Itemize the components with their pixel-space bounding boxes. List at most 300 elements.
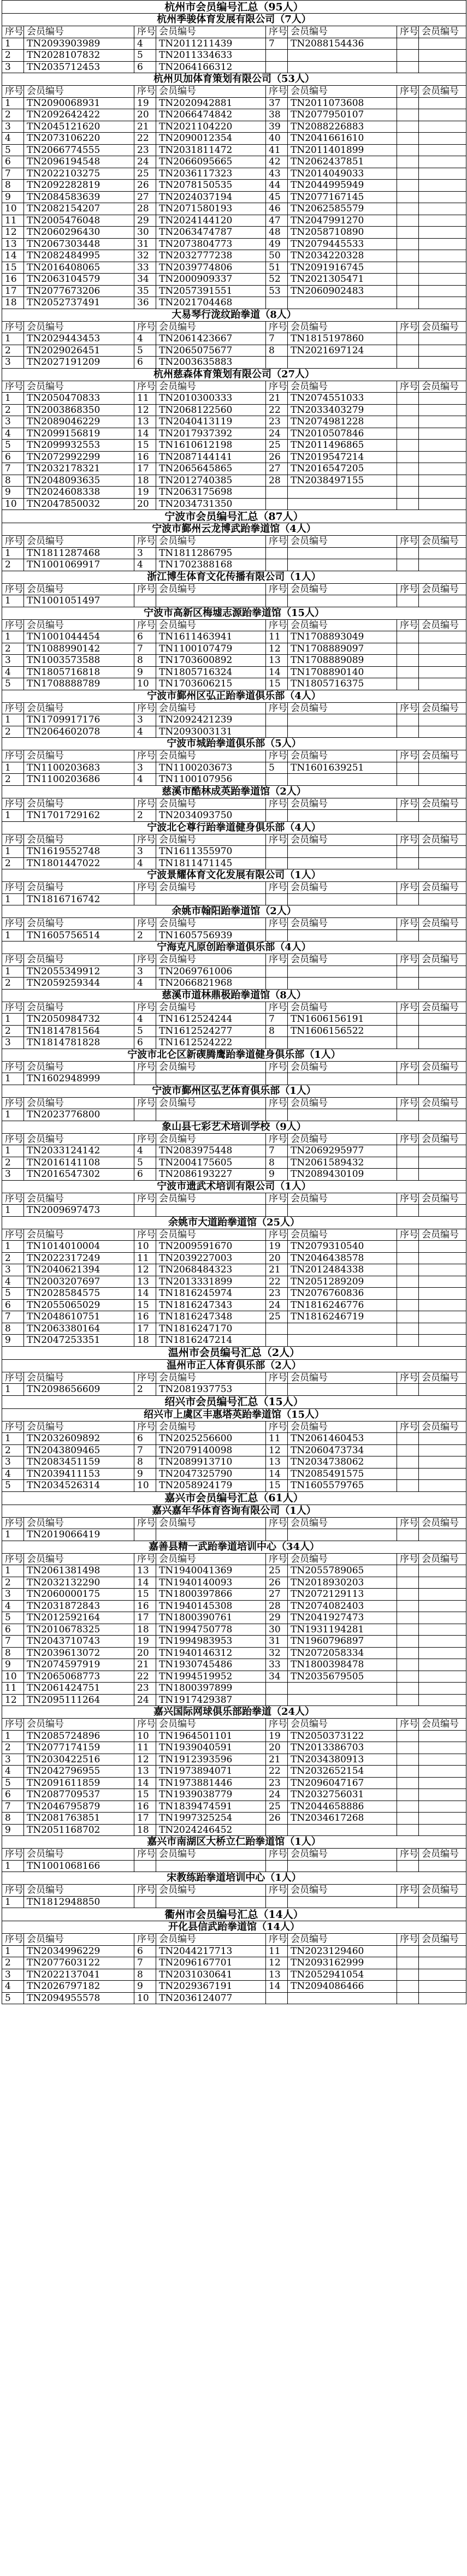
column-header: 会员编号 bbox=[24, 381, 134, 393]
club-title-text: 杭州季骏体育发展有限公司（7人） bbox=[2, 14, 466, 26]
member-id: TN1606156522 bbox=[288, 1025, 397, 1037]
column-header: 序号 bbox=[266, 1517, 288, 1529]
column-header: 会员编号 bbox=[156, 1097, 266, 1109]
row-index: 12 bbox=[266, 1444, 288, 1456]
member-id: TN2034220328 bbox=[288, 250, 397, 262]
club-title bbox=[2, 309, 466, 321]
member-id: TN2016547302 bbox=[24, 1169, 134, 1181]
empty-cell bbox=[419, 144, 466, 156]
row-index: 6 bbox=[2, 451, 24, 463]
column-header-row bbox=[2, 882, 466, 894]
empty-cell bbox=[419, 1529, 466, 1541]
member-id: TN2082154207 bbox=[24, 203, 134, 215]
member-id: TN2068484323 bbox=[156, 1264, 266, 1276]
club-title bbox=[2, 1706, 466, 1719]
club-title-text: 开化县信武跆拳道馆（14人） bbox=[2, 1921, 466, 1934]
member-id: TN2047991270 bbox=[288, 215, 397, 227]
row-index: 1 bbox=[2, 846, 24, 858]
empty-cell bbox=[419, 1636, 466, 1648]
row-index: 13 bbox=[266, 655, 288, 667]
empty-cell bbox=[419, 1025, 466, 1037]
row-index: 4 bbox=[2, 1981, 24, 1993]
column-header: 会员编号 bbox=[288, 1719, 397, 1731]
empty-cell bbox=[397, 547, 419, 559]
table-row bbox=[2, 50, 466, 62]
row-index: 36 bbox=[134, 297, 156, 309]
row-index: 8 bbox=[134, 1456, 156, 1468]
column-header: 会员编号 bbox=[24, 536, 134, 548]
row-index: 1 bbox=[2, 393, 24, 405]
column-header: 会员编号 bbox=[156, 321, 266, 333]
column-header: 会员编号 bbox=[419, 1229, 466, 1241]
empty-cell bbox=[419, 285, 466, 297]
table-row bbox=[2, 1577, 466, 1589]
member-id: TN2086193227 bbox=[156, 1169, 266, 1181]
member-id: TN2047325790 bbox=[156, 1468, 266, 1480]
column-header: 会员编号 bbox=[419, 86, 466, 98]
member-id: TN2016547205 bbox=[288, 463, 397, 475]
empty-cell bbox=[266, 1683, 288, 1695]
row-index: 6 bbox=[134, 631, 156, 643]
table-row bbox=[2, 1801, 466, 1813]
column-header-row bbox=[2, 1934, 466, 1946]
row-index: 37 bbox=[266, 97, 288, 109]
member-id: TN2092642422 bbox=[24, 109, 134, 121]
empty-cell bbox=[419, 404, 466, 416]
club-title-text: 余姚市大道跆拳道馆（25人） bbox=[2, 1216, 466, 1229]
row-index: 4 bbox=[2, 1766, 24, 1778]
member-id: TN2066474842 bbox=[156, 109, 266, 121]
row-index: 7 bbox=[2, 168, 24, 180]
member-id: TN2047253351 bbox=[24, 1335, 134, 1347]
table-row bbox=[2, 1157, 466, 1169]
column-header: 会员编号 bbox=[24, 1934, 134, 1946]
column-header: 会员编号 bbox=[288, 798, 397, 810]
column-header: 会员编号 bbox=[288, 86, 397, 98]
member-id: TN2010678325 bbox=[24, 1624, 134, 1636]
column-header: 序号 bbox=[2, 321, 24, 333]
empty-cell bbox=[397, 774, 419, 786]
column-header: 会员编号 bbox=[24, 1421, 134, 1433]
empty-cell bbox=[397, 1694, 419, 1706]
row-index: 14 bbox=[134, 1288, 156, 1300]
column-header: 序号 bbox=[266, 1061, 288, 1073]
empty-cell bbox=[266, 357, 288, 369]
table-row bbox=[2, 428, 466, 440]
table-row bbox=[2, 1480, 466, 1492]
column-header: 序号 bbox=[397, 321, 419, 333]
member-id: TN2028584575 bbox=[24, 1288, 134, 1300]
column-header: 序号 bbox=[266, 381, 288, 393]
row-index: 25 bbox=[266, 1801, 288, 1813]
row-index: 1 bbox=[2, 38, 24, 50]
member-id: TN2019066419 bbox=[24, 1529, 134, 1541]
row-index: 9 bbox=[266, 1169, 288, 1181]
member-id: TN2029443453 bbox=[24, 333, 134, 345]
member-id: TN2034617268 bbox=[288, 1813, 397, 1825]
row-index: 2 bbox=[2, 1577, 24, 1589]
empty-cell bbox=[419, 714, 466, 726]
row-index: 9 bbox=[2, 1659, 24, 1671]
column-header: 会员编号 bbox=[24, 1193, 134, 1205]
column-header: 序号 bbox=[134, 954, 156, 966]
empty-cell bbox=[397, 428, 419, 440]
row-index: 1 bbox=[2, 810, 24, 822]
empty-cell bbox=[266, 1037, 288, 1049]
empty-cell bbox=[397, 250, 419, 262]
row-index: 13 bbox=[134, 1766, 156, 1778]
column-header: 序号 bbox=[397, 1002, 419, 1014]
column-header: 序号 bbox=[266, 619, 288, 631]
empty-cell bbox=[397, 1636, 419, 1648]
row-index: 24 bbox=[266, 1789, 288, 1801]
member-id: TN1994983953 bbox=[156, 1636, 266, 1648]
member-id: TN2074082403 bbox=[288, 1600, 397, 1612]
member-id: TN2060902483 bbox=[288, 285, 397, 297]
column-header: 序号 bbox=[397, 1517, 419, 1529]
empty-cell bbox=[397, 1612, 419, 1624]
table-row bbox=[2, 144, 466, 156]
row-index: 8 bbox=[2, 1323, 24, 1335]
row-index: 4 bbox=[134, 333, 156, 345]
column-header-row bbox=[2, 26, 466, 38]
empty-cell bbox=[397, 1577, 419, 1589]
member-id: TN2021697124 bbox=[288, 345, 397, 357]
table-row bbox=[2, 774, 466, 786]
row-index: 4 bbox=[134, 1145, 156, 1157]
row-index: 12 bbox=[2, 1694, 24, 1706]
row-index: 39 bbox=[266, 121, 288, 133]
empty-cell bbox=[419, 1276, 466, 1288]
column-header: 序号 bbox=[397, 1849, 419, 1861]
row-index: 3 bbox=[134, 966, 156, 978]
member-id: TN1708893049 bbox=[288, 631, 397, 643]
row-index: 31 bbox=[134, 238, 156, 250]
member-id: TN2032132290 bbox=[24, 1577, 134, 1589]
empty-cell bbox=[397, 1565, 419, 1577]
row-index: 4 bbox=[134, 857, 156, 869]
empty-cell bbox=[397, 1433, 419, 1445]
column-header: 序号 bbox=[2, 1934, 24, 1946]
empty-cell bbox=[397, 1730, 419, 1742]
region-title-text: 绍兴市会员编号汇总（15人） bbox=[2, 1395, 466, 1408]
column-header: 序号 bbox=[134, 536, 156, 548]
member-id: TN1611355970 bbox=[156, 846, 266, 858]
empty-cell bbox=[266, 714, 288, 726]
column-header: 会员编号 bbox=[156, 1517, 266, 1529]
empty-cell bbox=[397, 285, 419, 297]
row-index: 2 bbox=[2, 978, 24, 990]
empty-cell bbox=[288, 559, 397, 571]
column-header: 会员编号 bbox=[419, 1885, 466, 1897]
table-row bbox=[2, 1252, 466, 1264]
club-title bbox=[2, 14, 466, 26]
row-index: 23 bbox=[134, 1683, 156, 1695]
member-id: TN2089430109 bbox=[288, 1169, 397, 1181]
member-id: TN2077167145 bbox=[288, 191, 397, 203]
row-index: 10 bbox=[134, 1241, 156, 1253]
row-index: 44 bbox=[266, 180, 288, 192]
row-index: 15 bbox=[266, 1480, 288, 1492]
column-header: 序号 bbox=[2, 619, 24, 631]
region-title bbox=[2, 510, 466, 523]
member-id: TN2042796955 bbox=[24, 1766, 134, 1778]
empty-cell bbox=[288, 1037, 397, 1049]
member-id: TN2039613072 bbox=[24, 1647, 134, 1659]
member-id: TN2034380913 bbox=[288, 1754, 397, 1766]
member-id: TN2088226883 bbox=[288, 121, 397, 133]
column-header: 序号 bbox=[134, 702, 156, 714]
column-header: 会员编号 bbox=[24, 918, 134, 930]
column-header: 序号 bbox=[2, 1849, 24, 1861]
empty-cell bbox=[419, 1813, 466, 1825]
member-id: TN1708889089 bbox=[288, 655, 397, 667]
row-index: 4 bbox=[134, 726, 156, 738]
column-header-row bbox=[2, 702, 466, 714]
row-index: 6 bbox=[2, 156, 24, 168]
empty-cell bbox=[156, 1860, 266, 1872]
empty-cell bbox=[419, 1577, 466, 1589]
table-row bbox=[2, 1025, 466, 1037]
member-id: TN1800397899 bbox=[156, 1683, 266, 1695]
empty-cell bbox=[397, 1824, 419, 1836]
row-index: 7 bbox=[2, 1311, 24, 1323]
row-index: 3 bbox=[134, 714, 156, 726]
empty-cell bbox=[419, 156, 466, 168]
row-index: 21 bbox=[266, 393, 288, 405]
empty-cell bbox=[397, 440, 419, 452]
column-header-row bbox=[2, 1133, 466, 1145]
member-id: TN2011401899 bbox=[288, 144, 397, 156]
empty-cell bbox=[419, 1468, 466, 1480]
member-id: TN1816247170 bbox=[156, 1323, 266, 1335]
column-header: 序号 bbox=[397, 882, 419, 894]
column-header: 会员编号 bbox=[419, 702, 466, 714]
row-index: 2 bbox=[2, 774, 24, 786]
region-title bbox=[2, 1, 466, 14]
member-id: TN2011496865 bbox=[288, 440, 397, 452]
column-header: 序号 bbox=[397, 1372, 419, 1384]
row-index: 25 bbox=[266, 1311, 288, 1323]
member-roster-table bbox=[2, 0, 466, 2004]
empty-cell bbox=[288, 498, 397, 510]
club-title-text: 宁波景耀体育文化发展有限公司（1人） bbox=[2, 869, 466, 882]
row-index: 5 bbox=[2, 1480, 24, 1492]
region-title bbox=[2, 1908, 466, 1921]
member-id: TN2061460453 bbox=[288, 1433, 397, 1445]
table-row bbox=[2, 978, 466, 990]
column-header: 会员编号 bbox=[24, 1553, 134, 1565]
row-index: 28 bbox=[266, 475, 288, 487]
member-id: TN2066774555 bbox=[24, 144, 134, 156]
column-header-row bbox=[2, 1002, 466, 1014]
row-index: 19 bbox=[134, 487, 156, 499]
row-index: 1 bbox=[2, 1565, 24, 1577]
column-header-row bbox=[2, 321, 466, 333]
row-index: 46 bbox=[266, 203, 288, 215]
column-header: 序号 bbox=[134, 798, 156, 810]
column-header: 序号 bbox=[397, 1061, 419, 1073]
empty-cell bbox=[397, 1037, 419, 1049]
table-row bbox=[2, 1145, 466, 1157]
member-id: TN2076760836 bbox=[288, 1288, 397, 1300]
member-id: TN1939038779 bbox=[156, 1789, 266, 1801]
member-id: TN1800398478 bbox=[288, 1659, 397, 1671]
row-index: 6 bbox=[2, 1299, 24, 1311]
column-header: 序号 bbox=[2, 1061, 24, 1073]
club-title-text: 慈溪市道林鼎极跆拳道馆（8人） bbox=[2, 989, 466, 1002]
column-header: 序号 bbox=[2, 882, 24, 894]
row-index: 30 bbox=[266, 1624, 288, 1636]
member-id: TN1811471145 bbox=[156, 857, 266, 869]
row-index: 12 bbox=[134, 1754, 156, 1766]
empty-cell bbox=[419, 857, 466, 869]
empty-cell bbox=[397, 1789, 419, 1801]
table-row bbox=[2, 463, 466, 475]
member-id: TN1805716375 bbox=[288, 678, 397, 690]
member-id: TN2020942881 bbox=[156, 97, 266, 109]
member-id: TN2030422516 bbox=[24, 1754, 134, 1766]
row-index: 1 bbox=[2, 1073, 24, 1085]
row-index: 18 bbox=[134, 1335, 156, 1347]
column-header: 序号 bbox=[134, 1372, 156, 1384]
member-id: TN1605579765 bbox=[288, 1480, 397, 1492]
member-id: TN1100203673 bbox=[156, 762, 266, 774]
row-index: 1 bbox=[2, 1860, 24, 1872]
column-header: 序号 bbox=[266, 1553, 288, 1565]
row-index: 13 bbox=[266, 1969, 288, 1981]
member-id: TN2061423667 bbox=[156, 333, 266, 345]
club-title bbox=[2, 785, 466, 798]
empty-cell bbox=[419, 121, 466, 133]
column-header-row bbox=[2, 381, 466, 393]
column-header: 序号 bbox=[134, 1517, 156, 1529]
empty-cell bbox=[419, 1323, 466, 1335]
empty-cell bbox=[397, 1671, 419, 1683]
column-header: 序号 bbox=[134, 1934, 156, 1946]
member-id: TN1816247348 bbox=[156, 1311, 266, 1323]
club-title-text: 余姚市翰阳跆拳道馆（2人） bbox=[2, 905, 466, 918]
empty-cell bbox=[266, 1694, 288, 1706]
empty-cell bbox=[397, 1169, 419, 1181]
column-header: 序号 bbox=[2, 954, 24, 966]
table-row bbox=[2, 762, 466, 774]
column-header: 会员编号 bbox=[288, 1885, 397, 1897]
column-header: 序号 bbox=[134, 583, 156, 595]
empty-cell bbox=[397, 475, 419, 487]
empty-cell bbox=[419, 1241, 466, 1253]
member-id: TN2065068773 bbox=[24, 1671, 134, 1683]
empty-cell bbox=[266, 1860, 288, 1872]
club-title-text: 宁波市鄞州区弘正跆拳道俱乐部（4人） bbox=[2, 690, 466, 702]
empty-cell bbox=[397, 631, 419, 643]
empty-cell bbox=[397, 1813, 419, 1825]
row-index: 30 bbox=[134, 227, 156, 239]
empty-cell bbox=[419, 1109, 466, 1121]
member-id: TN1605756939 bbox=[156, 929, 266, 941]
table-row bbox=[2, 547, 466, 559]
row-index: 19 bbox=[134, 1636, 156, 1648]
column-header: 序号 bbox=[397, 834, 419, 846]
empty-cell bbox=[397, 1444, 419, 1456]
member-id: TN2061589432 bbox=[288, 1157, 397, 1169]
member-id: TN2023776800 bbox=[24, 1109, 134, 1121]
member-id: TN1940041369 bbox=[156, 1565, 266, 1577]
column-header: 序号 bbox=[397, 1885, 419, 1897]
empty-cell bbox=[266, 61, 288, 73]
column-header: 会员编号 bbox=[288, 381, 397, 393]
empty-cell bbox=[419, 133, 466, 145]
column-header: 会员编号 bbox=[419, 1061, 466, 1073]
row-index: 47 bbox=[266, 215, 288, 227]
table-row bbox=[2, 655, 466, 667]
empty-cell bbox=[397, 133, 419, 145]
column-header: 序号 bbox=[266, 1229, 288, 1241]
member-id: TN2013386703 bbox=[288, 1742, 397, 1754]
row-index: 38 bbox=[266, 109, 288, 121]
row-index: 6 bbox=[2, 1624, 24, 1636]
column-header: 序号 bbox=[2, 1097, 24, 1109]
member-id: TN2088154436 bbox=[288, 38, 397, 50]
empty-cell bbox=[397, 416, 419, 428]
member-id: TN1619552748 bbox=[24, 846, 134, 858]
table-row bbox=[2, 1683, 466, 1695]
column-header-row bbox=[2, 1849, 466, 1861]
member-id: TN1702388168 bbox=[156, 559, 266, 571]
column-header: 序号 bbox=[397, 536, 419, 548]
column-header: 会员编号 bbox=[24, 321, 134, 333]
column-header: 会员编号 bbox=[419, 798, 466, 810]
club-title bbox=[2, 989, 466, 1002]
row-index: 14 bbox=[134, 1577, 156, 1589]
member-id: TN2032652154 bbox=[288, 1766, 397, 1778]
member-id: TN2060000175 bbox=[24, 1589, 134, 1601]
column-header: 会员编号 bbox=[288, 750, 397, 762]
member-id: TN2024608338 bbox=[24, 487, 134, 499]
row-index: 5 bbox=[134, 50, 156, 62]
table-row bbox=[2, 1600, 466, 1612]
region-title bbox=[2, 1491, 466, 1505]
column-header-row bbox=[2, 954, 466, 966]
column-header: 会员编号 bbox=[288, 882, 397, 894]
empty-cell bbox=[288, 726, 397, 738]
table-row bbox=[2, 121, 466, 133]
row-index: 20 bbox=[266, 1742, 288, 1754]
column-header: 会员编号 bbox=[156, 86, 266, 98]
member-id: TN2055065029 bbox=[24, 1299, 134, 1311]
member-id: TN2033124142 bbox=[24, 1145, 134, 1157]
row-index: 45 bbox=[266, 191, 288, 203]
column-header: 会员编号 bbox=[288, 918, 397, 930]
row-index: 8 bbox=[2, 180, 24, 192]
member-id: TN2065645865 bbox=[156, 463, 266, 475]
empty-cell bbox=[397, 1683, 419, 1695]
club-title bbox=[2, 941, 466, 954]
table-row bbox=[2, 1529, 466, 1541]
member-id: TN2072992299 bbox=[24, 451, 134, 463]
member-id: TN2044658886 bbox=[288, 1801, 397, 1813]
column-header: 序号 bbox=[397, 619, 419, 631]
row-index: 14 bbox=[134, 1777, 156, 1789]
column-header: 会员编号 bbox=[24, 1885, 134, 1897]
member-id: TN2099156819 bbox=[24, 428, 134, 440]
member-id: TN2040621394 bbox=[24, 1264, 134, 1276]
empty-cell bbox=[397, 144, 419, 156]
column-header: 会员编号 bbox=[288, 321, 397, 333]
club-title-text: 嘉善县精一武跆拳道培训中心（34人） bbox=[2, 1541, 466, 1553]
club-title bbox=[2, 690, 466, 702]
empty-cell bbox=[397, 893, 419, 905]
